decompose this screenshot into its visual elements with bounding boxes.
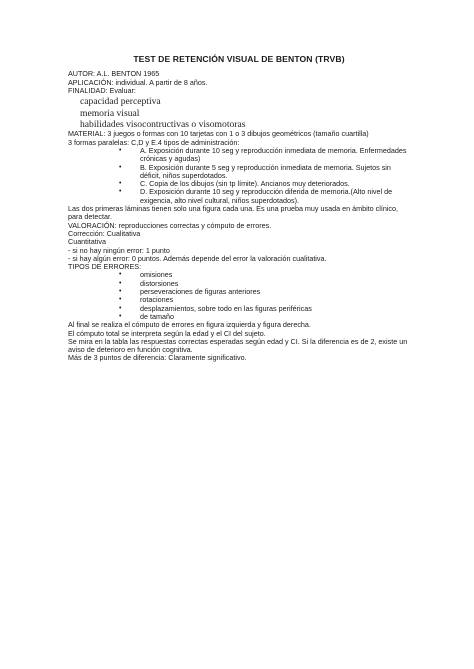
bullet-icon: • [119, 279, 122, 287]
final-line-1: Al final se realiza el cómputo de errores en figura izquierda y figura derecha. [68, 320, 311, 330]
bullet-icon: • [119, 188, 122, 196]
error-text: desplazamientos, sobre todo en las figuras periféricas [140, 303, 312, 313]
bullet-icon: • [119, 312, 122, 320]
administracion-item [68, 164, 410, 181]
bullet-icon: • [119, 271, 122, 279]
administracion-item [68, 147, 410, 164]
valoracion-line: VALORACIÓN: reproducciones correctas y cómputo de errores. [68, 220, 272, 230]
finalidad-item: memoria visual [80, 107, 140, 119]
error-item [68, 305, 410, 313]
finalidad-item: habilidades visocontructivas o visomotoras [80, 119, 246, 130]
error-text: omisiones [140, 270, 173, 280]
document-body [68, 55, 410, 363]
bullet-icon: • [119, 180, 122, 188]
bullet-icon: • [119, 304, 122, 312]
bullet-icon: • [119, 288, 122, 296]
administracion-list [68, 147, 410, 205]
punto-uno-line: - si no hay ningún error: 1 punto [68, 245, 170, 255]
finalidad-list [80, 96, 410, 130]
administracion-text: B. Exposición durante 5 seg y reproducción inmediata de memoria. Sujetos sin déficit, niños superdotados. [140, 162, 391, 180]
error-text: rotaciones [140, 295, 174, 305]
tipos-errores-heading: TIPOS DE ERRORES: [68, 262, 142, 272]
error-text: distorsiones [140, 278, 179, 288]
errores-list [68, 271, 410, 321]
formas-line: 3 formas paralelas: C,D y E.4 tipos de administración: [68, 137, 240, 147]
finalidad-line: FINALIDAD: Evaluar: [68, 85, 136, 95]
final-line-2: El cómputo total se interpreta según la edad y el CI del sujeto. [68, 328, 266, 338]
administracion-text: A. Exposición durante 10 seg y reproducción inmediata de memoria. Enfermedades crónicas y agudas) [140, 146, 407, 164]
error-text: perseveraciones de figuras anteriores [140, 287, 261, 297]
correccion-line: Corrección: Cualitativa [68, 228, 141, 238]
bullet-icon: • [119, 296, 122, 304]
error-text: de tamaño [140, 311, 174, 321]
error-item [68, 271, 410, 279]
final-line-4: Más de 3 puntos de diferencia: Claramente significativo. [68, 353, 247, 363]
laminas-paragraph: Las dos primeras láminas tienen solo una figura cada una. Es una prueba muy usada en ámbito clínico, para detectar. [68, 204, 399, 222]
bullet-icon: • [119, 147, 122, 154]
error-item [68, 313, 410, 321]
material-line: MATERIAL: 3 juegos o formas con 10 tarjetas con 1 o 3 dibujos geométricos (tamaño cuartilla) [68, 129, 369, 139]
punto-cero-line: - si hay algún error: 0 puntos. Además depende del error la valoración cualitativa. [68, 253, 327, 263]
cuantitativa-line: Cuantitativa [68, 237, 106, 247]
administracion-text: C. Copia de los dibujos (sin tp límite). Ancianos muy deteriorados. [140, 179, 350, 189]
finalidad-item: capacidad perceptiva [80, 96, 161, 108]
final-line-3: Se mira en la tabla las respuestas correctas esperadas según edad y CI. Si la diferencia es de 2, existe un aviso de deterioro en función cognitiva. [68, 336, 408, 355]
administracion-text: D. Exposición durante 10 seg y reproducción diferida de memoria.(Alto nivel de exigencia, alto nivel cultural, niños superdotados). [140, 187, 393, 205]
document-title: TEST DE RETENCIÓN VISUAL DE BENTON (TRVB) [133, 54, 345, 64]
aplicacion-line: APLICACIÓN: individual. A partir de 8 años. [68, 77, 208, 87]
error-item [68, 288, 410, 296]
autor-line: AUTOR: A.L. BENTON 1965 [68, 69, 160, 79]
bullet-icon: • [119, 163, 122, 171]
administracion-item [68, 188, 410, 205]
